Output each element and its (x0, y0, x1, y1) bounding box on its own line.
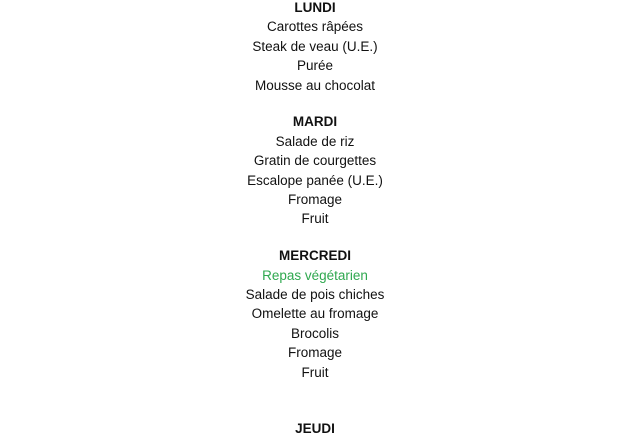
menu-item: Brocolis (290, 325, 339, 341)
menu-item: Salade de pois chiches (245, 287, 385, 303)
menu-item: Fromage (287, 345, 343, 361)
day-mercredi (0, 246, 630, 382)
day-title-jeudi: JEUDI (295, 421, 335, 437)
menu-item: Purée (296, 58, 334, 74)
day-title-mardi: MARDI (292, 114, 338, 130)
vegetarian-meal-label: Repas végétarien (262, 267, 368, 283)
menu-item: Gratin de courgettes (253, 153, 377, 169)
day-mardi (0, 112, 630, 228)
menu-item: Salade de riz (275, 133, 355, 149)
day-title-lundi: LUNDI (294, 0, 336, 15)
menu-item: Carottes râpées (266, 19, 364, 35)
day-title-mercredi: MERCREDI (278, 248, 351, 264)
day-jeudi (0, 419, 630, 438)
menu-item: Fruit (301, 211, 329, 227)
menu-item: Steak de veau (U.E.) (252, 38, 378, 54)
day-lundi (0, 0, 630, 95)
menu-item: Omelette au fromage (251, 306, 379, 322)
menu-item: Fromage (287, 192, 343, 208)
menu-item: Escalope panée (U.E.) (247, 172, 383, 188)
menu-item: Mousse au chocolat (254, 77, 376, 93)
menu-item: Fruit (301, 364, 329, 380)
